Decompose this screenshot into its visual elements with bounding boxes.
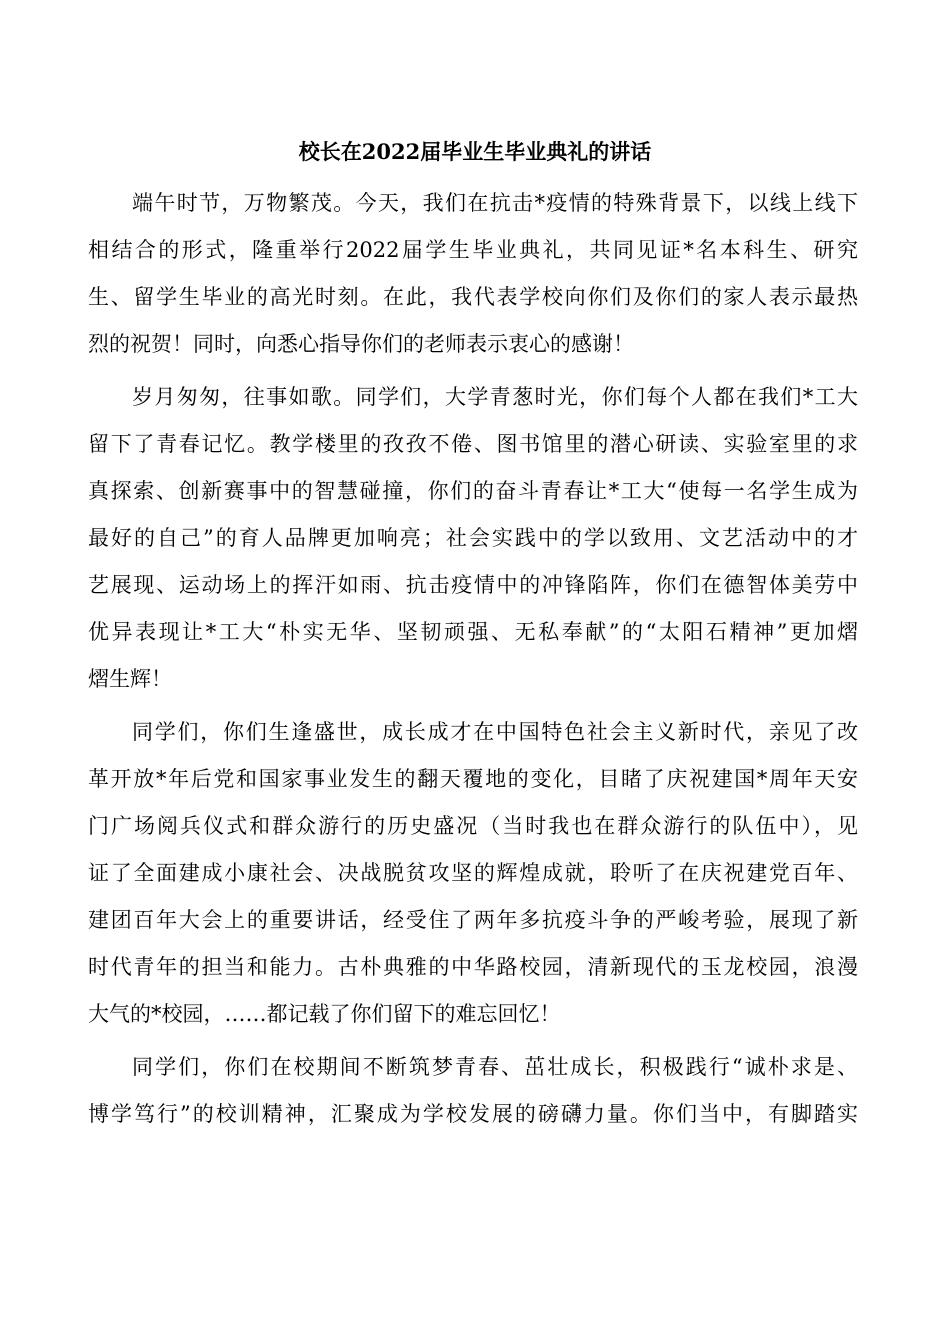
paragraph-1-line-2: 相结合的形式，隆重举行2022届学生毕业典礼，共同见证*名本科生、研究 bbox=[88, 238, 858, 262]
paragraph-1-line-1: 端午时节，万物繁茂。今天，我们在抗击*疫情的特殊背景下，以线上线下 bbox=[132, 191, 858, 215]
paragraph-3-line-2: 革开放*年后党和国家事业发生的翻天覆地的变化，目睹了庆祝建国*周年天安 bbox=[88, 767, 858, 791]
paragraph-4-line-2: 博学笃行”的校训精神，汇聚成为学校发展的磅礴力量。你们当中，有脚踏实 bbox=[88, 1102, 858, 1126]
paragraph-2-line-3: 真探索、创新赛事中的智慧碰撞，你们的奋斗青春让*工大“使每一名学生成为 bbox=[88, 479, 858, 503]
paragraph-2-line-2: 留下了青春记忆。教学楼里的孜孜不倦、图书馆里的潜心研读、实验室里的求 bbox=[88, 432, 858, 456]
paragraph-2-line-6: 优异表现让*工大“朴实无华、坚韧顽强、无私奉献”的“太阳石精神”更加熠 bbox=[88, 620, 858, 644]
document-title: 校长在2022届毕业生毕业典礼的讲话 bbox=[298, 139, 652, 164]
paragraph-3-line-3: 门广场阅兵仪式和群众游行的历史盛况（当时我也在群众游行的队伍中），见 bbox=[88, 814, 858, 838]
paragraph-3-line-6: 时代青年的担当和能力。古朴典雅的中华路校园，清新现代的玉龙校园，浪漫 bbox=[88, 955, 858, 979]
paragraph-3-line-4: 证了全面建成小康社会、决战脱贫攻坚的辉煌成就，聆听了在庆祝建党百年、 bbox=[88, 861, 858, 885]
paragraph-1-line-4: 烈的祝贺！同时，向悉心指导你们的老师表示衷心的感谢！ bbox=[88, 332, 634, 356]
paragraph-3-line-7: 大气的*校园，……都记载了你们留下的难忘回忆！ bbox=[88, 1002, 561, 1026]
paragraph-2-line-4: 最好的自己”的育人品牌更加响亮；社会实践中的学以致用、文艺活动中的才 bbox=[88, 526, 858, 550]
paragraph-3-line-5: 建团百年大会上的重要讲话，经受住了两年多抗疫斗争的严峻考验，展现了新 bbox=[88, 908, 858, 932]
paragraph-1-line-3: 生、留学生毕业的高光时刻。在此，我代表学校向你们及你们的家人表示最热 bbox=[88, 285, 858, 309]
paragraph-2-line-7: 熠生辉！ bbox=[88, 667, 172, 691]
paragraph-3-line-1: 同学们，你们生逢盛世，成长成才在中国特色社会主义新时代，亲见了改 bbox=[132, 720, 858, 744]
paragraph-4-line-1: 同学们，你们在校期间不断筑梦青春、茁壮成长，积极践行“诚朴求是、 bbox=[132, 1055, 858, 1079]
paragraph-2-line-1: 岁月匆匆，往事如歌。同学们，大学青葱时光，你们每个人都在我们*工大 bbox=[132, 385, 858, 409]
paragraph-2-line-5: 艺展现、运动场上的挥汗如雨、抗击疫情中的冲锋陷阵，你们在德智体美劳中 bbox=[88, 573, 858, 597]
